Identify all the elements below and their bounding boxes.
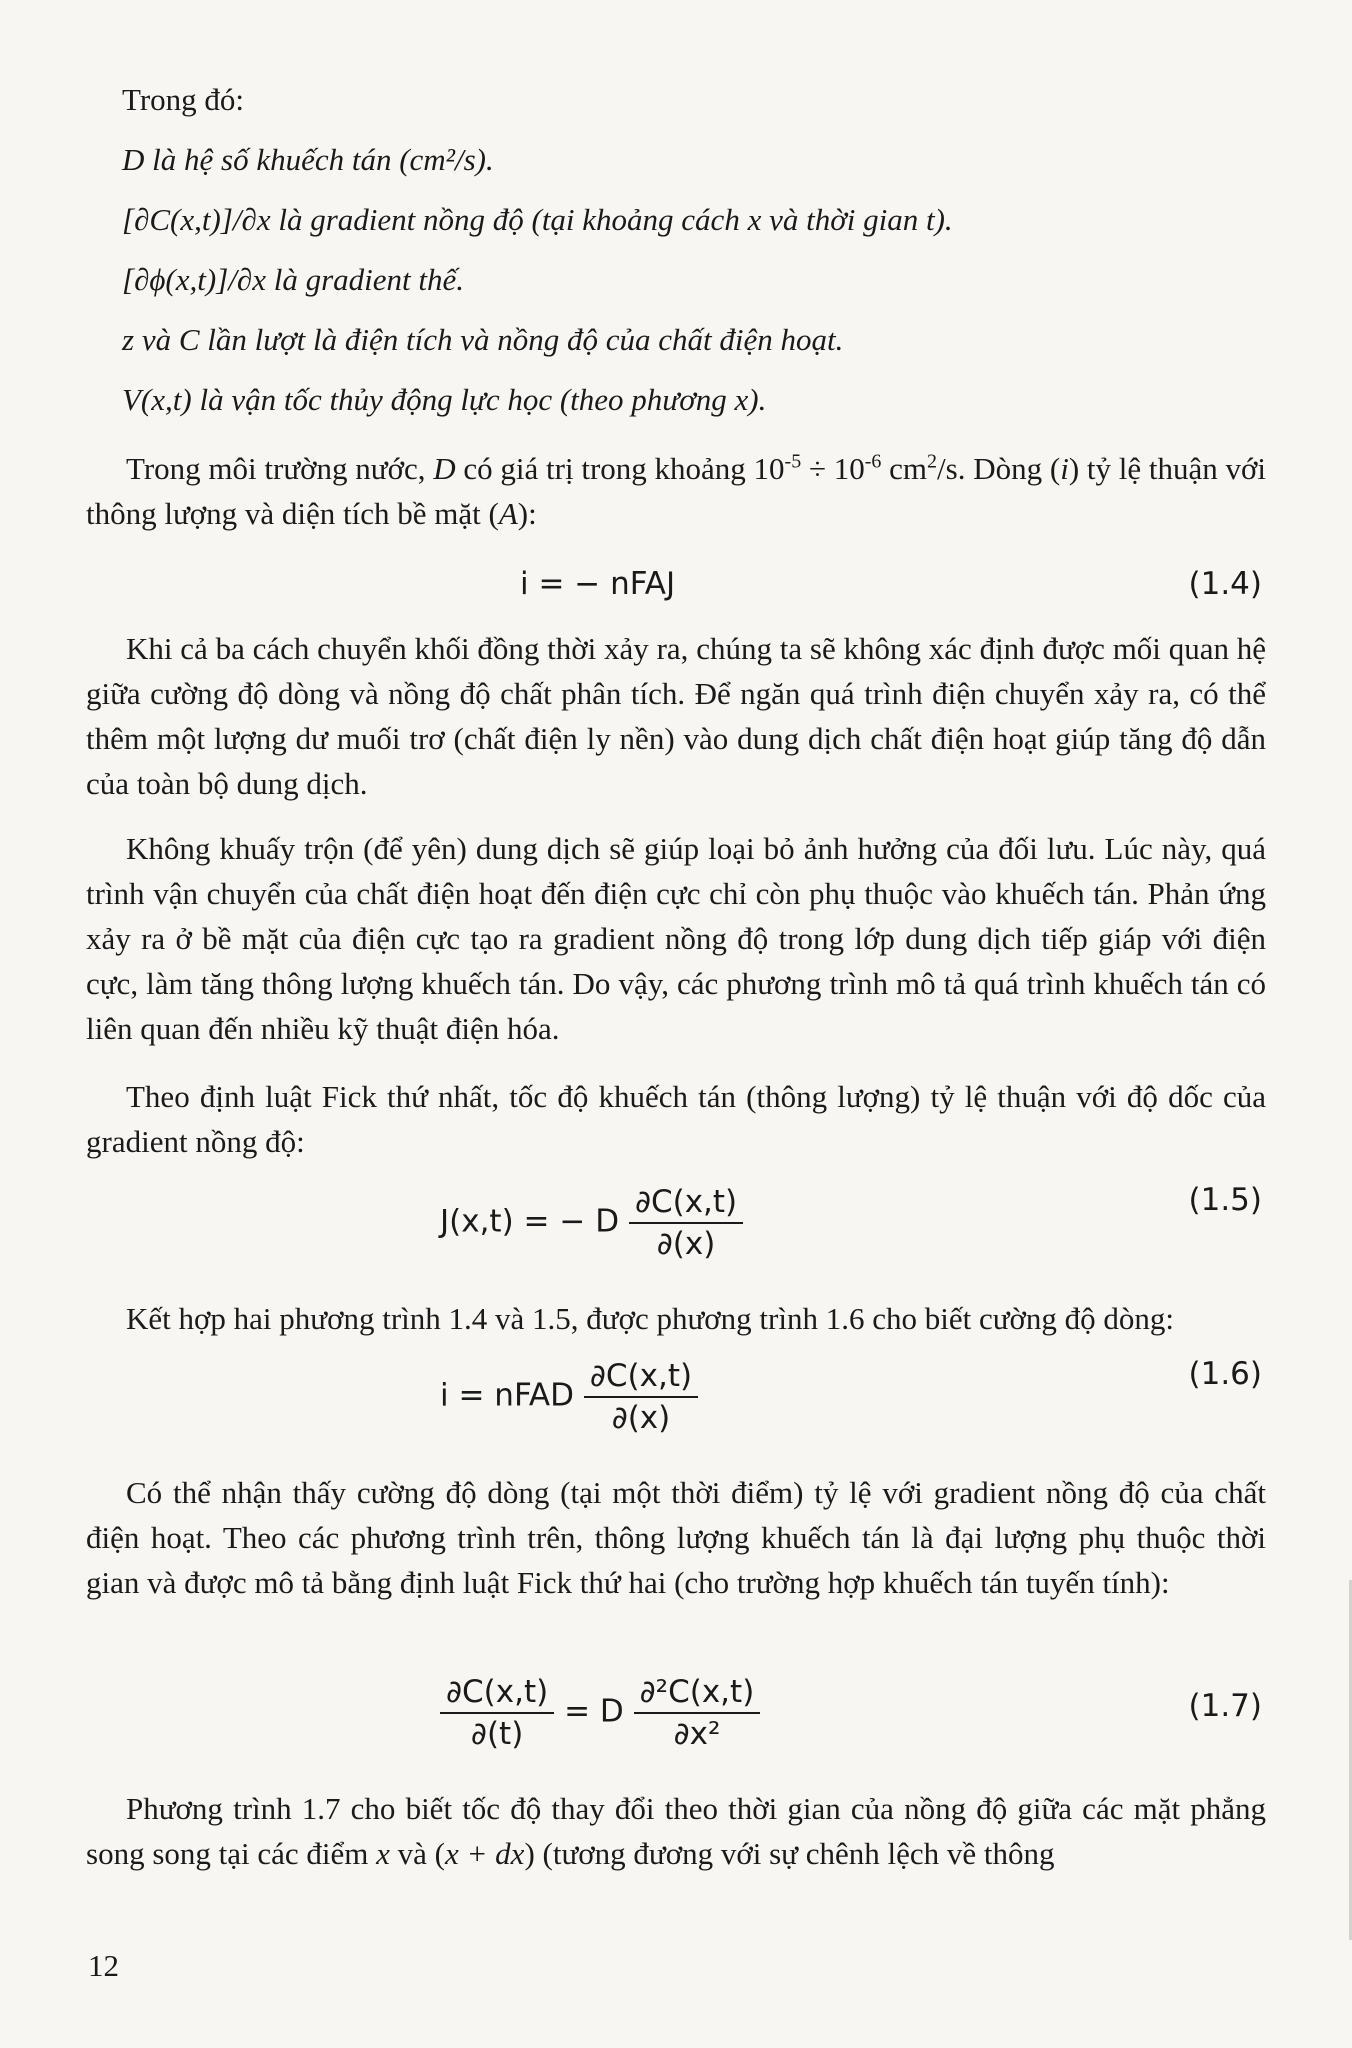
intro-label: Trong đó: bbox=[122, 82, 245, 117]
page-number: 12 bbox=[88, 1948, 119, 1983]
equation-1-4-number: (1.4) bbox=[1188, 566, 1262, 602]
paragraph-combine-equations: Kết hợp hai phương trình 1.4 và 1.5, được phương trình 1.6 cho biết cường độ dòng: bbox=[126, 1301, 1175, 1336]
definition-velocity: V(x,t) là vận tốc thủy động lực học (theo phương x). bbox=[122, 382, 767, 417]
definition-z-c: z và C lần lượt là điện tích và nồng độ của chất điện hoạt. bbox=[122, 322, 844, 357]
equation-1-6-number: (1.6) bbox=[1188, 1356, 1262, 1392]
paragraph-mass-transfer: Khi cả ba cách chuyển khối đồng thời xảy ra, chúng ta sẽ không xác định được mối quan hệ giữa cường độ dòng và nồng độ chất phân tích. Để ngăn quá trình điện chuyển xảy ra, có thể thêm một lượng dư muối trơ (chất điện ly nền) vào dung dịch chất điện hoạt giúp tăng độ dẫn của toàn bộ dung dịch. bbox=[86, 631, 1266, 801]
equation-1-4: i = − nFAJ bbox=[520, 566, 676, 602]
paragraph-fick-second-law: Có thể nhận thấy cường độ dòng (tại một thời điểm) tỷ lệ với gradient nồng độ của chất điện hoạt. Theo các phương trình trên, thông lượng khuếch tán là đại lượng phụ thuộc thời gian và được mô tả bằng định luật Fick thứ hai (cho trường hợp khuếch tán tuyến tính): bbox=[86, 1475, 1266, 1600]
definition-concentration-gradient: [∂C(x,t)]/∂x là gradient nồng độ (tại khoảng cách x và thời gian t). bbox=[122, 202, 953, 237]
paragraph-parallel-planes: Phương trình 1.7 cho biết tốc độ thay đổi theo thời gian của nồng độ giữa các mặt phẳng song song tại các điểm x và (x + dx) (tương đương với sự chênh lệch về thông bbox=[86, 1791, 1266, 1871]
paragraph-diffusion-coefficient: Trong môi trường nước, D có giá trị trong khoảng $10^{-5} \div 10^{-6}$ $cm^2/s$. Dòng (i) tỷ lệ thuận với thông lượng và diện tích bề mặt (A): bbox=[86, 450, 1267, 531]
definition-d: D là hệ số khuếch tán (cm²/s). bbox=[122, 142, 494, 177]
equation-1-6: i = nFAD $\frac{\partial C(x,t)}{\partial(x)}$ bbox=[440, 1356, 698, 1438]
equation-1-7: $\frac{\partial C(x,t)}{\partial(t)}$ = D $\frac{\text{∂²C(x,t)}}{\text{∂x²}}$ bbox=[440, 1672, 760, 1754]
equation-1-5: J(x,t) = − D $\frac{\partial C(x,t)}{\partial(x)}$ bbox=[440, 1182, 743, 1264]
paragraph-fick-first-law: Theo định luật Fick thứ nhất, tốc độ khuếch tán (thông lượng) tỷ lệ thuận với độ dốc của gradient nồng độ: bbox=[86, 1079, 1266, 1159]
equation-1-5-number: (1.5) bbox=[1188, 1182, 1262, 1218]
paragraph-convection: Không khuấy trộn (để yên) dung dịch sẽ giúp loại bỏ ảnh hưởng của đối lưu. Lúc này, quá trình vận chuyển của chất điện hoạt đến điện cực chỉ còn phụ thuộc vào khuếch tán. Phản ứng xảy ra ở bề mặt của điện cực tạo ra gradient nồng độ trong lớp dung dịch tiếp giáp với điện cực, làm tăng thông lượng khuếch tán. Do vậy, các phương trình mô tả quá trình khuếch tán có liên quan đến nhiều kỹ thuật điện hóa. bbox=[86, 831, 1266, 1046]
equation-1-7-number: (1.7) bbox=[1188, 1688, 1262, 1724]
definition-potential-gradient: [∂ϕ(x,t)]/∂x là gradient thế. bbox=[122, 262, 464, 297]
